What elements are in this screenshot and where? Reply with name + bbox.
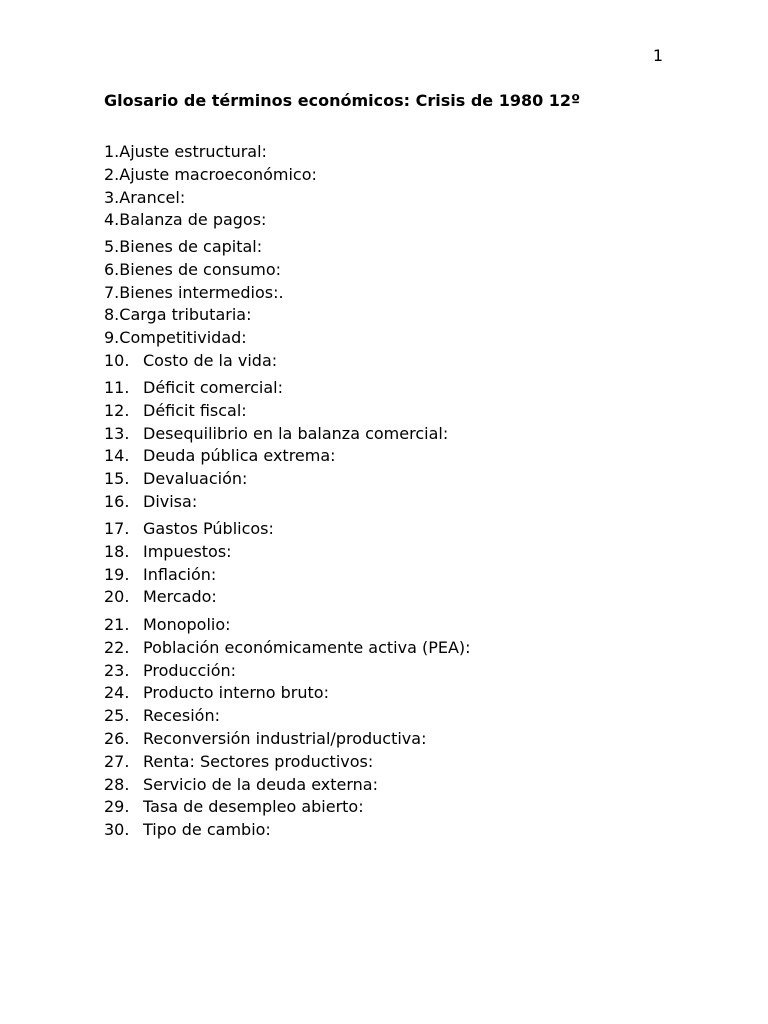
- term-label: Balanza de pagos:: [119, 210, 267, 229]
- term-label: Costo de la vida:: [143, 351, 278, 370]
- term-number: 11.: [104, 378, 130, 397]
- term-label: Deuda pública extrema:: [143, 446, 336, 465]
- term-number: 27.: [104, 752, 130, 771]
- glossary-term: [104, 141, 267, 163]
- page-title: Glosario de términos económicos: Crisis de 1980 12º: [104, 91, 581, 110]
- glossary-term: [104, 586, 217, 608]
- glossary-term: [104, 705, 220, 727]
- term-number: 29.: [104, 797, 130, 816]
- term-number: 12.: [104, 401, 130, 420]
- glossary-term: [104, 164, 317, 186]
- term-label: Competitividad:: [119, 328, 247, 347]
- term-label: Recesión:: [143, 706, 220, 725]
- term-label: Impuestos:: [143, 542, 232, 561]
- term-label: Gastos Públicos:: [143, 519, 274, 538]
- term-label: Bienes de consumo:: [119, 260, 281, 279]
- term-number: 7.: [104, 283, 120, 302]
- glossary-term: [104, 796, 364, 818]
- term-label: Bienes de capital:: [119, 237, 263, 256]
- term-number: 9.: [104, 328, 120, 347]
- glossary-term: [104, 682, 329, 704]
- term-label: Divisa:: [143, 492, 198, 511]
- term-number: 8.: [104, 305, 120, 324]
- glossary-term: [104, 236, 262, 258]
- term-number: 3.: [104, 188, 120, 207]
- term-number: 2.: [104, 165, 120, 184]
- term-number: 24.: [104, 683, 130, 702]
- term-number: 16.: [104, 492, 130, 511]
- term-label: Ajuste macroeconómico:: [119, 165, 317, 184]
- term-label: Devaluación:: [143, 469, 248, 488]
- term-number: 6.: [104, 260, 120, 279]
- term-number: 20.: [104, 587, 130, 606]
- glossary-term: [104, 518, 274, 540]
- glossary-term: [104, 377, 283, 399]
- glossary-term: [104, 491, 197, 513]
- term-number: 15.: [104, 469, 130, 488]
- page-number: 1: [652, 46, 663, 65]
- glossary-term: [104, 187, 185, 209]
- glossary-term: [104, 282, 284, 304]
- glossary-term: [104, 327, 247, 349]
- glossary-term: [104, 400, 247, 422]
- term-label: Tasa de desempleo abierto:: [143, 797, 364, 816]
- glossary-term: [104, 445, 336, 467]
- term-number: 25.: [104, 706, 130, 725]
- glossary-term: [104, 304, 251, 326]
- glossary-term: [104, 564, 216, 586]
- glossary-term: [104, 819, 271, 841]
- term-label: Ajuste estructural:: [119, 142, 267, 161]
- glossary-term: [104, 209, 266, 231]
- term-label: Producción:: [143, 661, 237, 680]
- term-label: Monopolio:: [143, 615, 231, 634]
- term-number: 13.: [104, 424, 130, 443]
- glossary-term: [104, 259, 281, 281]
- glossary-term: [104, 423, 448, 445]
- term-number: 21.: [104, 615, 130, 634]
- term-number: 5.: [104, 237, 120, 256]
- term-label: Déficit fiscal:: [143, 401, 247, 420]
- term-label: Renta: Sectores productivos:: [143, 752, 374, 771]
- term-number: 14.: [104, 446, 130, 465]
- glossary-term: [104, 637, 471, 659]
- term-number: 4.: [104, 210, 120, 229]
- term-label: Población económicamente activa (PEA):: [143, 638, 471, 657]
- glossary-term: [104, 614, 231, 636]
- term-label: Mercado:: [143, 587, 217, 606]
- term-number: 26.: [104, 729, 130, 748]
- term-number: 23.: [104, 661, 130, 680]
- term-label: Bienes intermedios:.: [119, 283, 284, 302]
- term-label: Reconversión industrial/productiva:: [143, 729, 427, 748]
- glossary-term: [104, 541, 232, 563]
- term-number: 17.: [104, 519, 130, 538]
- term-number: 30.: [104, 820, 130, 839]
- glossary-term: [104, 774, 378, 796]
- term-label: Servicio de la deuda externa:: [143, 775, 378, 794]
- glossary-term: [104, 468, 247, 490]
- term-label: Tipo de cambio:: [143, 820, 271, 839]
- glossary-term: [104, 660, 236, 682]
- term-label: Inflación:: [143, 565, 217, 584]
- term-number: 28.: [104, 775, 130, 794]
- term-number: 18.: [104, 542, 130, 561]
- glossary-term: [104, 350, 277, 372]
- term-label: Déficit comercial:: [143, 378, 283, 397]
- term-label: Desequilibrio en la balanza comercial:: [143, 424, 449, 443]
- term-number: 19.: [104, 565, 130, 584]
- term-label: Carga tributaria:: [119, 305, 252, 324]
- term-number: 1.: [104, 142, 120, 161]
- glossary-term: [104, 728, 426, 750]
- glossary-term: [104, 751, 373, 773]
- term-label: Arancel:: [119, 188, 186, 207]
- term-number: 22.: [104, 638, 130, 657]
- term-label: Producto interno bruto:: [143, 683, 329, 702]
- term-number: 10.: [104, 351, 130, 370]
